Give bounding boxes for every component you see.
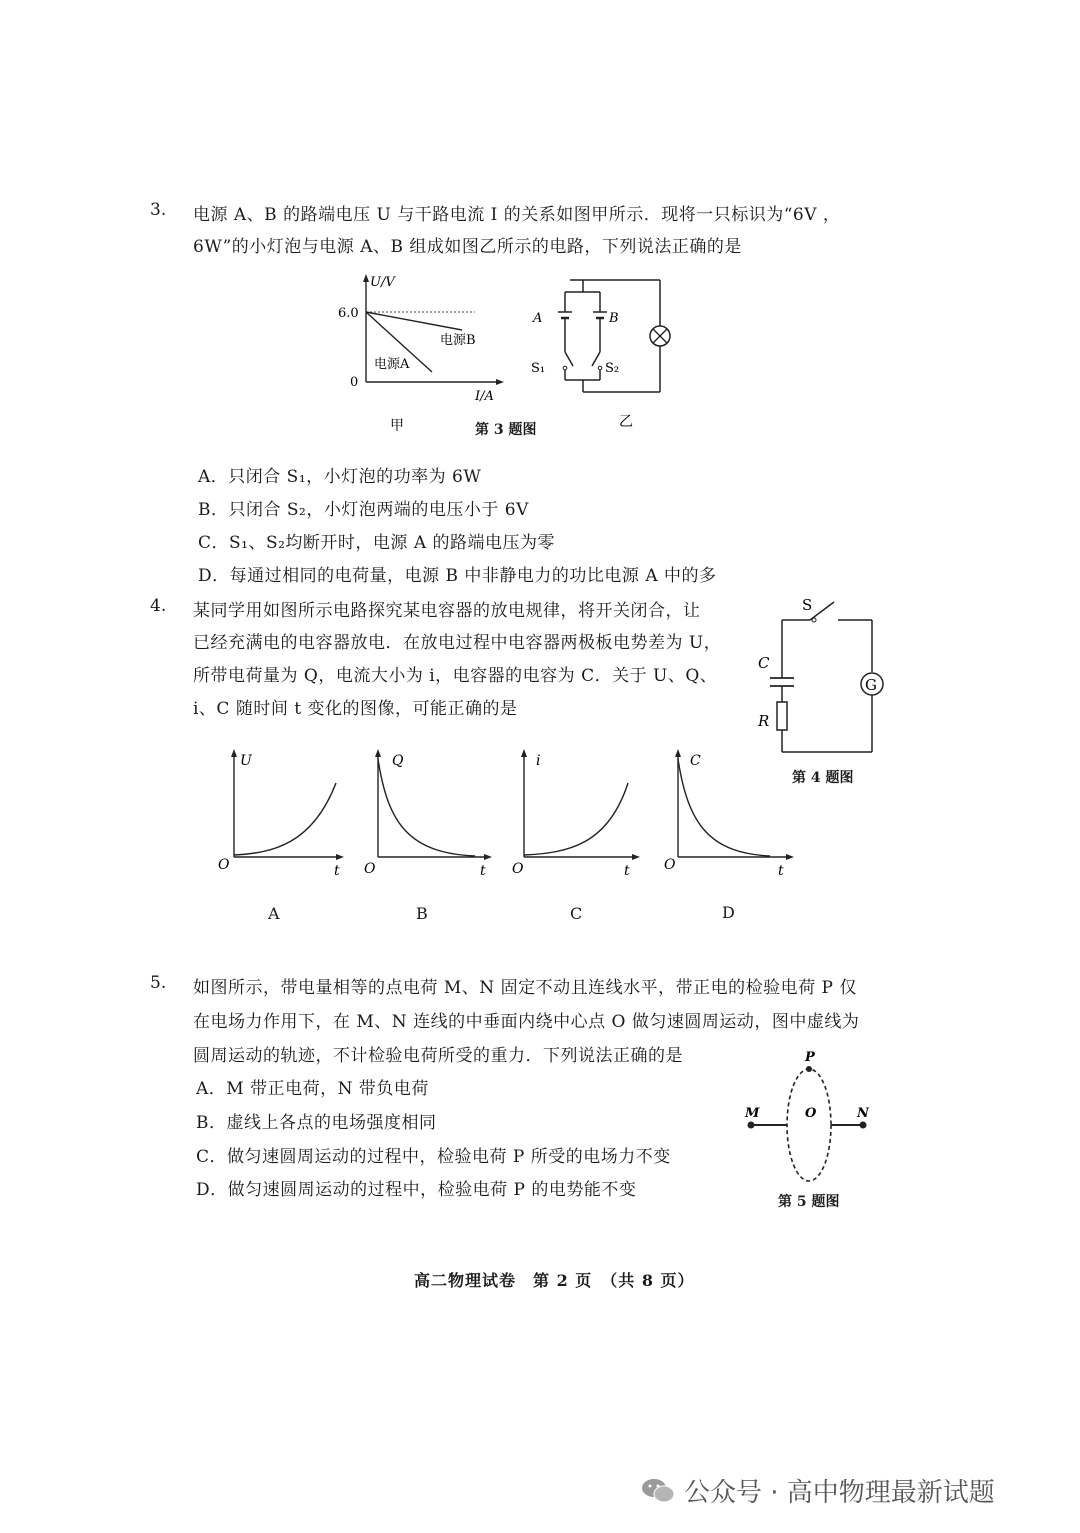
wechat-icon	[640, 1476, 676, 1504]
q4-line-4: i、C 随时间 t 变化的图像，可能正确的是	[193, 699, 518, 719]
q4-graph-c-origin: O	[512, 861, 524, 877]
q4-graph-b-ylabel: Q	[392, 753, 404, 769]
q4-graph-c-ylabel: i	[536, 753, 541, 769]
q3-option-a: A．只闭合 S₁，小灯泡的功率为 6W	[198, 467, 482, 487]
q4-graph-b	[360, 745, 500, 885]
watermark-text: 公众号 · 高中物理最新试题	[684, 1478, 995, 1508]
q5-option-b: B．虚线上各点的电场强度相同	[196, 1113, 437, 1133]
q4-graph-a	[212, 745, 352, 885]
q4-graph-c-xlabel: t	[624, 863, 630, 879]
q4-graph-b-origin: O	[364, 861, 376, 877]
q3-yi-label-a: A	[533, 311, 543, 326]
q4-graph-d-xlabel: t	[778, 863, 784, 879]
q3-jia-label-b: 电源B	[440, 333, 476, 348]
q4-number: 4.	[150, 596, 167, 616]
q5-option-a: A．M 带正电荷，N 带负电荷	[196, 1079, 429, 1099]
q5-label-m: M	[745, 1106, 760, 1121]
q4-label-g: G	[865, 676, 877, 694]
q4-graph-d-origin: O	[664, 857, 676, 873]
q4-graph-d	[660, 745, 800, 885]
q3-jia-origin: 0	[350, 375, 359, 390]
q3-yi-label-s1: S₁	[531, 361, 546, 376]
q4-label-s: S	[802, 596, 813, 614]
q3-jia-label-a: 电源A	[374, 357, 410, 372]
q3-figure-yi	[525, 270, 675, 435]
q5-label-p: P	[805, 1050, 815, 1065]
q5-label-o: O	[805, 1106, 817, 1121]
q3-jia-ylabel: U/V	[370, 275, 395, 290]
q3-caption: 第 3 题图	[475, 422, 537, 438]
q4-graph-a-origin: O	[218, 857, 230, 873]
q5-caption: 第 5 题图	[778, 1194, 840, 1210]
q5-option-d: D．做匀速圆周运动的过程中，检验电荷 P 的电势能不变	[196, 1180, 637, 1200]
charge-p	[806, 1066, 812, 1072]
page-footer: 高二物理试卷 第 2 页 （共 8 页）	[414, 1271, 695, 1290]
q4-label-r: R	[758, 712, 770, 730]
q3-option-b: B．只闭合 S₂，小灯泡两端的电压小于 6V	[198, 500, 529, 520]
q3-jia-sub: 甲	[390, 418, 404, 434]
charge-n	[860, 1122, 867, 1129]
q4-circuit	[750, 588, 900, 763]
q3-figure-jia	[330, 270, 510, 435]
q4-line-1: 某同学用如图所示电路探究某电容器的放电规律，将开关闭合，让	[193, 601, 701, 621]
q3-option-d: D．每通过相同的电荷量，电源 B 中非静电力的功比电源 A 中的多	[198, 566, 717, 586]
q5-line-2: 在电场力作用下，在 M、N 连线的中垂面内绕中心点 O 做匀速圆周运动，图中虚线为	[193, 1012, 860, 1032]
q3-line-1: 电源 A、B 的路端电压 U 与干路电流 I 的关系如图甲所示．现将一只标识为“6V ，	[193, 205, 841, 225]
q5-line-1: 如图所示，带电量相等的点电荷 M、N 固定不动且连线水平，带正电的检验电荷 P 仅	[193, 978, 857, 998]
q4-graph-b-xlabel: t	[480, 863, 486, 879]
q4-caption: 第 4 题图	[792, 770, 854, 786]
q3-jia-xlabel: I/A	[475, 389, 494, 404]
q5-label-n: N	[857, 1106, 869, 1121]
q4-choice-a: A	[268, 904, 280, 923]
q4-graph-c	[508, 745, 648, 885]
charge-m	[748, 1122, 755, 1129]
q3-yi-label-s2: S₂	[605, 361, 620, 376]
q4-graph-a-xlabel: t	[334, 863, 340, 879]
q5-figure	[735, 1045, 885, 1190]
q5-number: 5.	[150, 973, 167, 993]
q4-line-3: 所带电荷量为 Q，电流大小为 i，电容器的电容为 C．关于 U、Q、	[193, 666, 718, 686]
q3-option-c: C．S₁、S₂均断开时，电源 A 的路端电压为零	[198, 533, 556, 553]
q5-line-3: 圆周运动的轨迹，不计检验电荷所受的重力．下列说法正确的是	[193, 1046, 683, 1066]
q4-label-c: C	[758, 654, 770, 672]
q4-graph-d-ylabel: C	[690, 753, 701, 769]
q3-line-2: 6W”的小灯泡与电源 A、B 组成如图乙所示的电路，下列说法正确的是	[193, 237, 742, 257]
q4-choice-c: C	[570, 904, 583, 923]
q3-jia-ytick: 6.0	[338, 306, 359, 321]
q4-choice-b: B	[416, 904, 428, 923]
q3-number: 3.	[150, 200, 167, 220]
q4-graph-a-ylabel: U	[240, 753, 252, 769]
q4-line-2: 已经充满电的电容器放电．在放电过程中电容器两极板电势差为 U，	[193, 633, 722, 653]
q5-option-c: C．做匀速圆周运动的过程中，检验电荷 P 所受的电场力不变	[196, 1147, 671, 1167]
q3-yi-sub: 乙	[619, 414, 633, 430]
q4-choice-d: D	[722, 903, 735, 922]
q3-yi-label-b: B	[609, 311, 619, 326]
